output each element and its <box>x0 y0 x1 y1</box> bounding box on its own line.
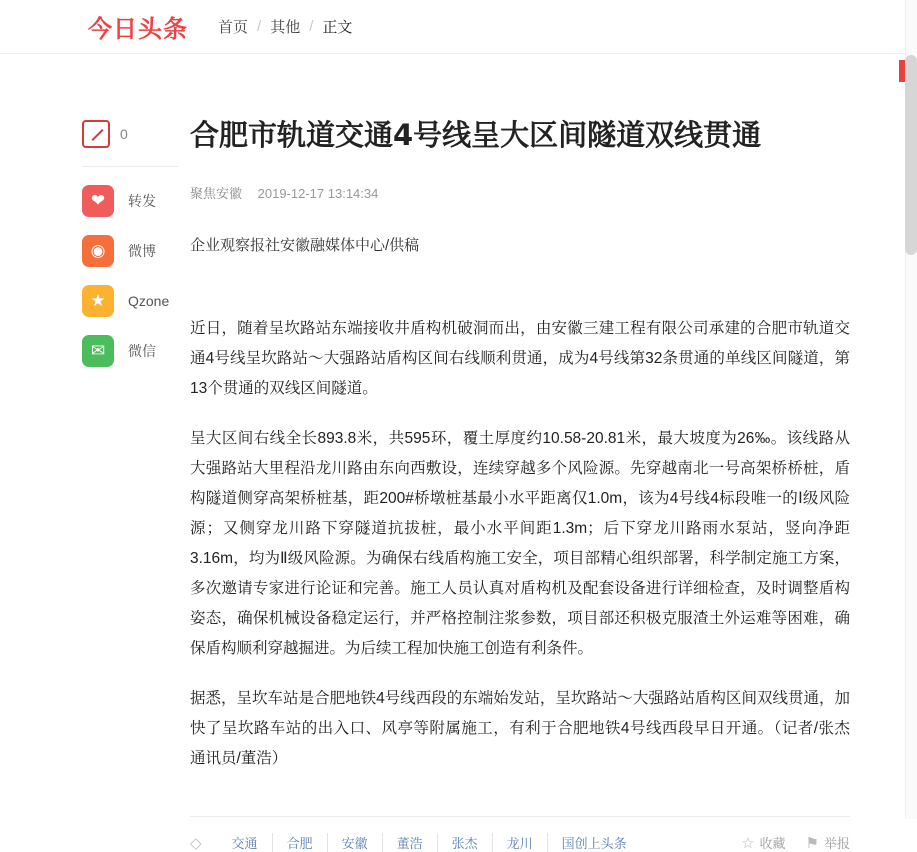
page-title: 合肥市轨道交通4号线呈大区间隧道双线贯通 <box>190 118 762 152</box>
repost-icon: ❤ <box>82 185 114 217</box>
scrollbar-track[interactable] <box>905 0 917 819</box>
tag-item[interactable]: 合肥 <box>273 833 328 852</box>
breadcrumb-separator: / <box>257 18 262 35</box>
article-footer <box>190 816 850 852</box>
share-label-weibo: 微博 <box>128 243 156 259</box>
weibo-icon: ◉ <box>82 235 114 267</box>
article-lead: 企业观察报社安徽融媒体中心/供稿 <box>190 237 420 254</box>
tag-list <box>190 833 627 852</box>
breadcrumb-separator: / <box>309 18 314 35</box>
share-item-qzone[interactable] <box>82 285 190 317</box>
article-meta <box>190 183 850 202</box>
comment-edit-icon[interactable] <box>82 120 110 148</box>
share-rail <box>0 54 190 852</box>
star-icon: ☆ <box>741 834 755 852</box>
tag-item[interactable]: 国创上头条 <box>561 836 627 851</box>
share-item-wechat[interactable] <box>82 335 190 367</box>
article-actions <box>741 833 850 852</box>
breadcrumb <box>218 16 352 37</box>
share-label-qzone: Qzone <box>128 293 170 309</box>
article-source: 聚焦安徽 <box>190 186 243 201</box>
tag-item[interactable]: 交通 <box>218 833 273 852</box>
report-button[interactable] <box>806 833 850 852</box>
page-body <box>0 54 917 852</box>
qzone-icon: ★ <box>82 285 114 317</box>
tag-item[interactable]: 董浩 <box>383 833 438 852</box>
share-label-wechat: 微信 <box>128 343 156 359</box>
scrollbar-thumb[interactable] <box>905 55 917 255</box>
comment-count: 0 <box>120 126 128 142</box>
article-content <box>190 54 850 852</box>
article-paragraph: 呈大区间右线全长893.8米，共595环，覆土厚度约10.58-20.81米，最大坡度为26‰。该线路从大强路站大里程沿龙川路由东向西敷设，连续穿越多个风险源。先穿越南北一号高架桥桥桩，盾构隧道侧穿高架桥桩基，距200#桥墩桩基最小水平距离仅1.0m，该为4号线4标段唯一的Ⅰ级风险源；又侧穿龙川路下穿隧道抗拔桩，最小水平间距1.3m；后下穿龙川路雨水泵站，竖向净距3.16m，均为Ⅱ级风险源。为确保右线盾构施工安全，项目部精心组织部署，科学制定施工方案，多次邀请专家进行论证和完善。施工人员认真对盾构机及配套设备进行详细检查，及时调整盾构姿态，确保机械设备稳定运行，并严格控制注浆参数，项目部还积极克服渣土外运难等困难，确保盾构顺利穿越掘进。为后续工程加快施工创造有利条件。 <box>190 430 850 657</box>
article-paragraph: 近日，随着呈坎路站东端接收井盾构机破洞而出，由安徽三建工程有限公司承建的合肥市轨道交通4号线呈坎路站～大强路站盾构区间右线顺利贯通，成为4号线第32条贯通的单线区间隧道，第13个贯通的双线区间隧道。 <box>190 320 850 397</box>
favorite-label: 收藏 <box>759 836 786 851</box>
breadcrumb-item-home[interactable]: 首页 <box>218 19 249 36</box>
breadcrumb-item-other[interactable]: 其他 <box>270 19 301 36</box>
tag-icon: ◇ <box>190 834 202 852</box>
wechat-icon: ✉ <box>82 335 114 367</box>
tag-item[interactable]: 张杰 <box>438 833 493 852</box>
share-item-repost[interactable] <box>82 185 190 217</box>
report-label: 举报 <box>823 836 850 851</box>
site-logo[interactable]: 今日头条 <box>88 15 188 43</box>
favorite-button[interactable] <box>741 833 785 852</box>
comment-block[interactable] <box>82 120 178 167</box>
tag-item[interactable]: 安徽 <box>328 833 383 852</box>
share-label-repost: 转发 <box>128 193 156 209</box>
share-item-weibo[interactable] <box>82 235 190 267</box>
tag-item[interactable]: 龙川 <box>493 833 548 852</box>
article-paragraph: 据悉，呈坎车站是合肥地铁4号线西段的东端始发站，呈坎路站～大强路站盾构区间双线贯通，加快了呈坎路车站的出入口、风亭等附属施工，有利于合肥地铁4号线西段早日开通。（记者/张杰 通讯员/董浩） <box>190 690 850 767</box>
article-timestamp: 2019-12-17 13:14:34 <box>257 186 379 201</box>
breadcrumb-item-current: 正文 <box>322 19 353 36</box>
site-header <box>0 0 917 54</box>
share-list <box>82 185 190 367</box>
report-icon: ⚑ <box>805 834 819 852</box>
